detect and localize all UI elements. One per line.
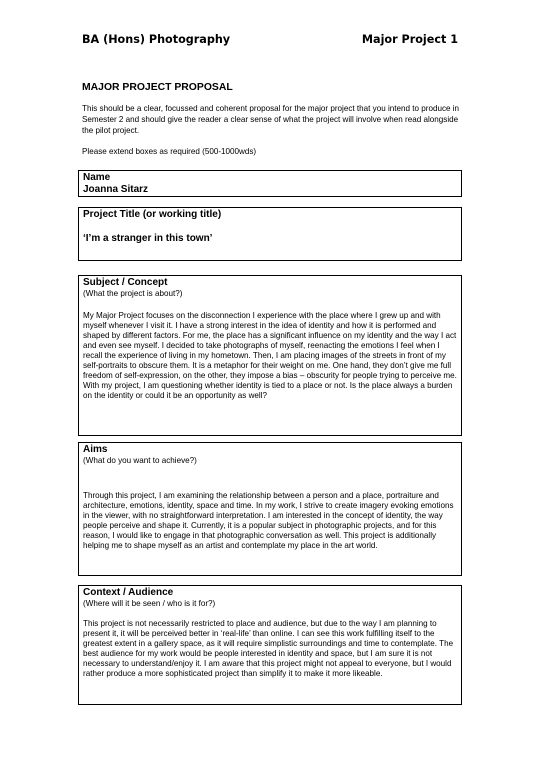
module-title: Major Project 1 [361,33,458,46]
subject-subheading: (What the project is about?) [83,288,183,298]
context-heading: Context / Audience [83,587,174,598]
extend-note: Please extend boxes as required (500-1000wds) [82,147,257,156]
name-value: Joanna Sitarz [83,183,149,195]
subject-heading: Subject / Concept [83,277,168,288]
aims-box [78,442,462,576]
subject-box [78,275,462,436]
project-title-value: ‘I’m a stranger in this town’ [83,232,213,244]
subject-body: My Major Project focuses on the disconnection I experience with the place where I grew up and with myself whenever I visit it. I have a strong interest in the idea of identity and how it is performed and shaped by different factors. For me, the place has a significant influence on my identity and the way I act and even see myself. I decided to take photographs of myself, reenacting the emotions I feel when I recall the experience of living in my hometown. Then, I am placing images of the streets in front of my self-portraits to obscure them. It is a metaphor for their weight on me. One hand, they don’t give me full freedom of self-expression, on the other, they impose a bias – obscurity for people trying to perceive me. With my project, I am questioning whether identity is tied to a place or not. Is the place always a burden on the identity or could it be an opportunity as well? [83,310,457,400]
course-title: BA (Hons) Photography [82,33,231,46]
context-subheading: (Where will it be seen / who is it for?) [83,598,216,608]
page-header [82,33,458,46]
aims-body: Through this project, I am examining the relationship between a person and a place, portraiture and architecture, emotions, identity, space and time. In my work, I strive to create imagery evoking emotions in the viewer, with no straightforward interpretation. I am interested in the concept of identity, the way people perceive and shape it. Currently, it is a popular subject in photographic projects, and for this reason, I would like to engage in that photographic conversation as well. This project is additionally helping me to shape myself as an artist and contemplate my place in the art world. [83,490,454,550]
project-title-box [78,207,462,261]
intro-text: This should be a clear, focussed and coherent proposal for the major project that you intend to produce in Semester 2 and should give the reader a clear sense of what the project will involve when read alongside the pilot project. [82,104,460,136]
context-box [78,585,462,705]
aims-subheading: (What do you want to achieve?) [83,455,197,465]
context-body: This project is not necessarily restricted to place and audience, but due to the way I am planning to present it, it will be perceived better in ‘real-life’ than online. I can see this work fulfilling itself to the greatest extent in a gallery space, as it will require simplistic surroundings and time to contemplate. The best audience for my work would be people interested in identity and space, but I am sure it is not necessary to understand/enjoy it. I am aware that this project might not appeal to everyone, but I would rather produce a more sophisticated project than simplify it to make it more likeable. [83,618,454,678]
document-title: MAJOR PROJECT PROPOSAL [82,82,233,93]
project-title-heading: Project Title (or working title) [83,209,222,220]
aims-heading: Aims [83,444,108,455]
name-heading: Name [83,172,111,183]
name-box [78,170,462,197]
